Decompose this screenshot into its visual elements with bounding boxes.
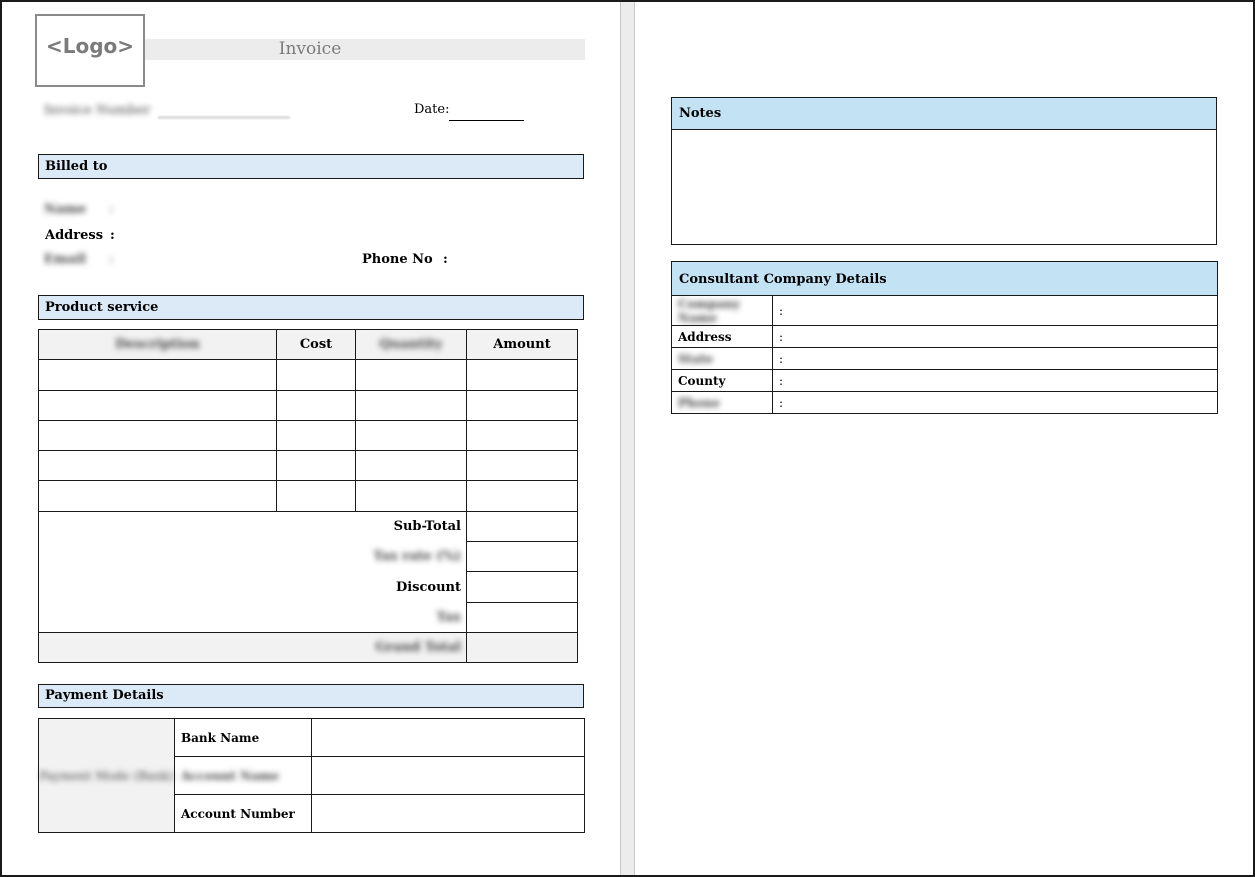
consultant-phone-label: Phone — [672, 392, 773, 414]
email-colon: : — [109, 252, 114, 267]
product-table — [38, 329, 578, 663]
subtotal-label: Sub-Total — [39, 511, 467, 541]
name-label: Name — [44, 202, 87, 217]
state-value[interactable]: : — [773, 348, 1218, 370]
page-gutter — [620, 2, 635, 875]
invoice-title: Invoice — [145, 39, 585, 60]
tax-label: Tax — [39, 602, 467, 632]
account-name-label: Account Name — [175, 757, 312, 795]
grand-total-value[interactable] — [467, 632, 578, 662]
grand-total-label: Grand Total — [39, 632, 467, 662]
table-row — [39, 420, 578, 450]
state-label: State — [672, 348, 773, 370]
discount-label: Discount — [39, 572, 467, 602]
date-field-line[interactable] — [449, 120, 524, 121]
grand-total-row — [39, 632, 578, 662]
column-quantity: Quantity — [356, 330, 467, 360]
payment-table — [38, 718, 585, 833]
payment-row — [39, 719, 585, 757]
subtotal-value[interactable] — [467, 511, 578, 541]
table-row — [672, 326, 1218, 348]
invoice-number-label: Invoice Number — [44, 103, 151, 118]
consultant-phone-value[interactable]: : — [773, 392, 1218, 414]
consultant-table — [671, 295, 1218, 414]
date-label: Date: — [414, 102, 450, 117]
account-number-value[interactable] — [312, 795, 585, 833]
consultant-heading: Consultant Company Details — [671, 261, 1218, 296]
notes-box — [671, 97, 1217, 245]
address-label: Address — [45, 228, 104, 243]
email-label: Email — [44, 252, 86, 267]
table-row — [39, 451, 578, 481]
address-colon: : — [110, 228, 115, 243]
tax-rate-label: Tax rate (%) — [39, 542, 467, 572]
phone-colon: : — [443, 252, 448, 267]
tax-rate-row — [39, 542, 578, 572]
column-amount: Amount — [467, 330, 578, 360]
county-value[interactable]: : — [773, 370, 1218, 392]
table-row — [672, 348, 1218, 370]
phone-label: Phone No — [362, 252, 433, 267]
name-colon: : — [109, 202, 114, 217]
account-name-value[interactable] — [312, 757, 585, 795]
company-name-label: Company Name — [672, 296, 773, 326]
table-row — [672, 392, 1218, 414]
consultant-address-label: Address — [672, 326, 773, 348]
notes-body[interactable] — [672, 130, 1216, 244]
subtotal-row — [39, 511, 578, 541]
logo-placeholder: <Logo> — [35, 14, 145, 87]
column-cost: Cost — [277, 330, 356, 360]
discount-row — [39, 572, 578, 602]
table-row — [39, 481, 578, 511]
bank-name-value[interactable] — [312, 719, 585, 757]
payment-mode-label: Payment Mode (Bank) — [39, 719, 175, 833]
payment-details-heading: Payment Details — [38, 684, 584, 708]
invoice-number-line[interactable] — [158, 117, 290, 118]
consultant-address-value[interactable]: : — [773, 326, 1218, 348]
company-name-value[interactable]: : — [773, 296, 1218, 326]
discount-value[interactable] — [467, 572, 578, 602]
product-table-header — [39, 330, 578, 360]
bank-name-label: Bank Name — [175, 719, 312, 757]
county-label: County — [672, 370, 773, 392]
tax-value[interactable] — [467, 602, 578, 632]
table-row — [672, 296, 1218, 326]
notes-heading: Notes — [672, 98, 1216, 130]
billed-to-heading: Billed to — [38, 154, 584, 179]
column-description: Description — [39, 330, 277, 360]
table-row — [39, 360, 578, 390]
tax-rate-value[interactable] — [467, 542, 578, 572]
table-row — [672, 370, 1218, 392]
account-number-label: Account Number — [175, 795, 312, 833]
product-service-heading: Product service — [38, 295, 584, 320]
table-row — [39, 390, 578, 420]
tax-row — [39, 602, 578, 632]
